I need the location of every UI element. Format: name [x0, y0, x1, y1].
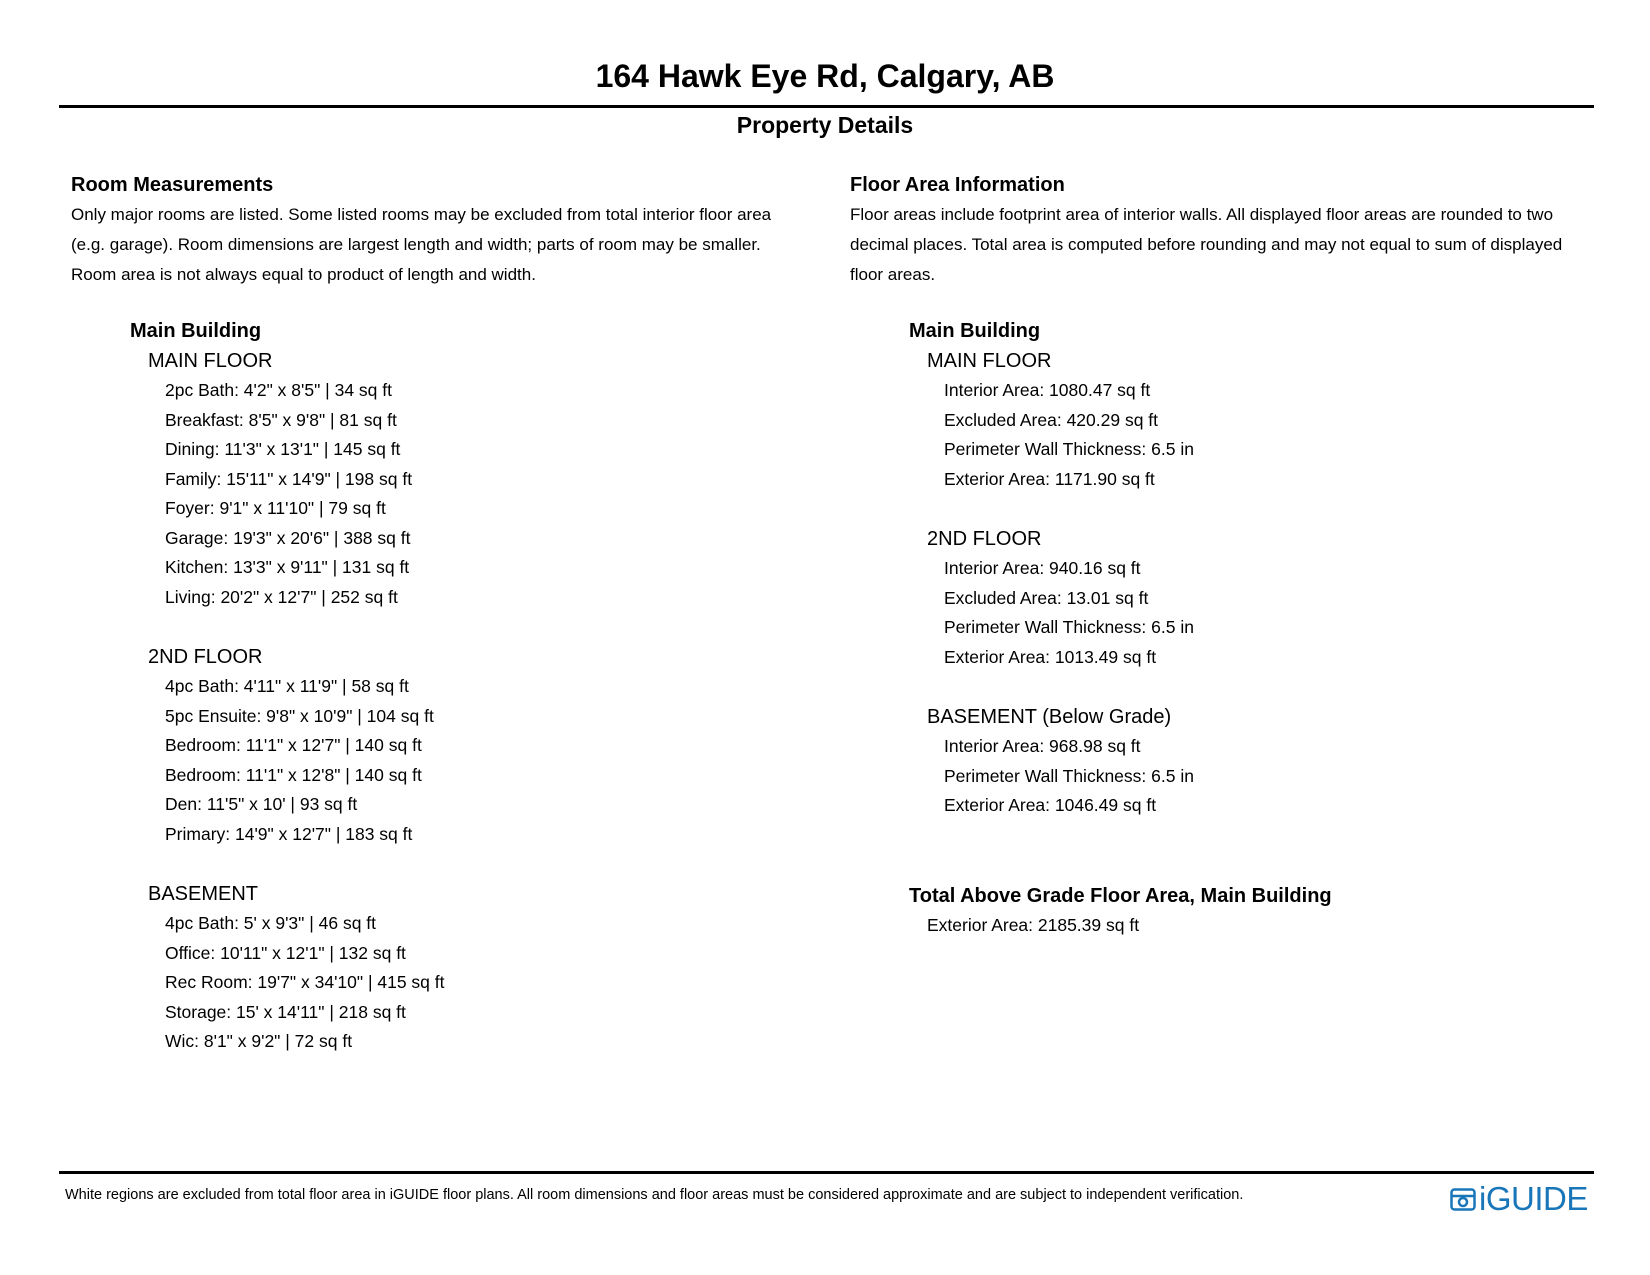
floor-area-section — [850, 170, 1610, 940]
room-item: Foyer: 9'1" x 11'10" | 79 sq ft — [165, 498, 386, 518]
page-subtitle: Property Details — [736, 112, 914, 138]
floor-area-intro-line: decimal places. Total area is computed before rounding and may not equal to sum of displayed — [850, 235, 1563, 254]
total-area-value: Exterior Area: 2185.39 sq ft — [927, 914, 1140, 935]
room-item: Wic: 8'1" x 9'2" | 72 sq ft — [165, 1031, 353, 1051]
floor-group-basement — [148, 879, 811, 1057]
area-group-2nd — [927, 524, 1610, 672]
area-row: Exterior Area: 1171.90 sq ft — [944, 468, 1155, 489]
camera-icon — [1450, 1186, 1476, 1212]
area-row: Exterior Area: 1046.49 sq ft — [944, 795, 1157, 815]
building-heading: Main Building — [909, 320, 1041, 342]
area-row: Interior Area: 940.16 sq ft — [944, 558, 1141, 578]
floor-group-2nd — [148, 642, 811, 849]
footer-note: White regions are excluded from total floor area in iGUIDE floor plans. All room dimensions and floor areas must be considered approximate and are subject to independent verification. — [65, 1187, 1244, 1203]
area-row: Interior Area: 968.98 sq ft — [944, 736, 1141, 756]
floor-area-heading: Floor Area Information — [850, 174, 1065, 196]
floor-area-intro-line: Floor areas include footprint area of interior walls. All displayed floor areas are rounded to two — [850, 205, 1554, 224]
room-item: Kitchen: 13'3" x 9'11" | 131 sq ft — [165, 557, 410, 577]
room-measurements-intro-line: Only major rooms are listed. Some listed rooms may be excluded from total interior floor area — [71, 205, 772, 224]
room-item: Primary: 14'9" x 12'7" | 183 sq ft — [165, 823, 413, 844]
area-row: Exterior Area: 1013.49 sq ft — [944, 646, 1157, 667]
room-item: Living: 20'2" x 12'7" | 252 sq ft — [165, 586, 398, 607]
iguide-logo — [1450, 1181, 1588, 1217]
area-row: Excluded Area: 13.01 sq ft — [944, 587, 1149, 608]
footer-divider — [59, 1171, 1594, 1174]
title-divider — [59, 105, 1594, 108]
room-measurements-intro-line: (e.g. garage). Room dimensions are largest length and width; parts of room may be smaller. — [71, 235, 761, 254]
room-item: Storage: 15' x 14'11" | 218 sq ft — [165, 1001, 406, 1022]
floor-name: BASEMENT — [148, 883, 259, 905]
room-item: Den: 11'5" x 10' | 93 sq ft — [165, 794, 358, 814]
room-item: Breakfast: 8'5" x 9'8" | 81 sq ft — [165, 409, 397, 430]
floor-name: 2ND FLOOR — [148, 646, 263, 668]
room-item: Garage: 19'3" x 20'6" | 388 sq ft — [165, 527, 411, 548]
floor-name: MAIN FLOOR — [148, 350, 273, 372]
building-heading: Main Building — [130, 320, 262, 342]
area-group-main — [927, 346, 1610, 494]
floor-name: 2ND FLOOR — [927, 528, 1042, 550]
room-item: 4pc Bath: 5' x 9'3" | 46 sq ft — [165, 913, 377, 933]
room-item: Rec Room: 19'7" x 34'10" | 415 sq ft — [165, 972, 445, 992]
area-row: Interior Area: 1080.47 sq ft — [944, 380, 1151, 400]
room-item: Bedroom: 11'1" x 12'7" | 140 sq ft — [165, 735, 422, 755]
room-measurements-intro-line: Room area is not always equal to product of length and width. — [71, 265, 536, 284]
room-measurements-section — [71, 170, 811, 1057]
room-item: Family: 15'11" x 14'9" | 198 sq ft — [165, 468, 413, 489]
area-row: Perimeter Wall Thickness: 6.5 in — [944, 765, 1194, 786]
floor-group-main — [148, 346, 811, 612]
area-group-basement — [927, 702, 1610, 821]
room-item: Dining: 11'3" x 13'1" | 145 sq ft — [165, 439, 401, 459]
total-area-heading: Total Above Grade Floor Area, Main Building — [909, 884, 1332, 907]
area-row: Excluded Area: 420.29 sq ft — [944, 409, 1159, 430]
room-item: 4pc Bath: 4'11" x 11'9" | 58 sq ft — [165, 676, 409, 696]
room-item: Bedroom: 11'1" x 12'8" | 140 sq ft — [165, 764, 422, 785]
floor-name: BASEMENT (Below Grade) — [927, 706, 1172, 728]
floor-name: MAIN FLOOR — [927, 350, 1052, 372]
area-row: Perimeter Wall Thickness: 6.5 in — [944, 439, 1194, 459]
page-title: 164 Hawk Eye Rd, Calgary, AB — [595, 58, 1055, 94]
area-row: Perimeter Wall Thickness: 6.5 in — [944, 617, 1194, 637]
room-item: 2pc Bath: 4'2" x 8'5" | 34 sq ft — [165, 380, 392, 400]
room-item: 5pc Ensuite: 9'8" x 10'9" | 104 sq ft — [165, 705, 434, 726]
logo-text: iGUIDE — [1479, 1180, 1588, 1217]
floor-area-intro-line: floor areas. — [850, 265, 936, 284]
room-measurements-heading: Room Measurements — [71, 174, 274, 196]
room-item: Office: 10'11" x 12'1" | 132 sq ft — [165, 942, 406, 963]
